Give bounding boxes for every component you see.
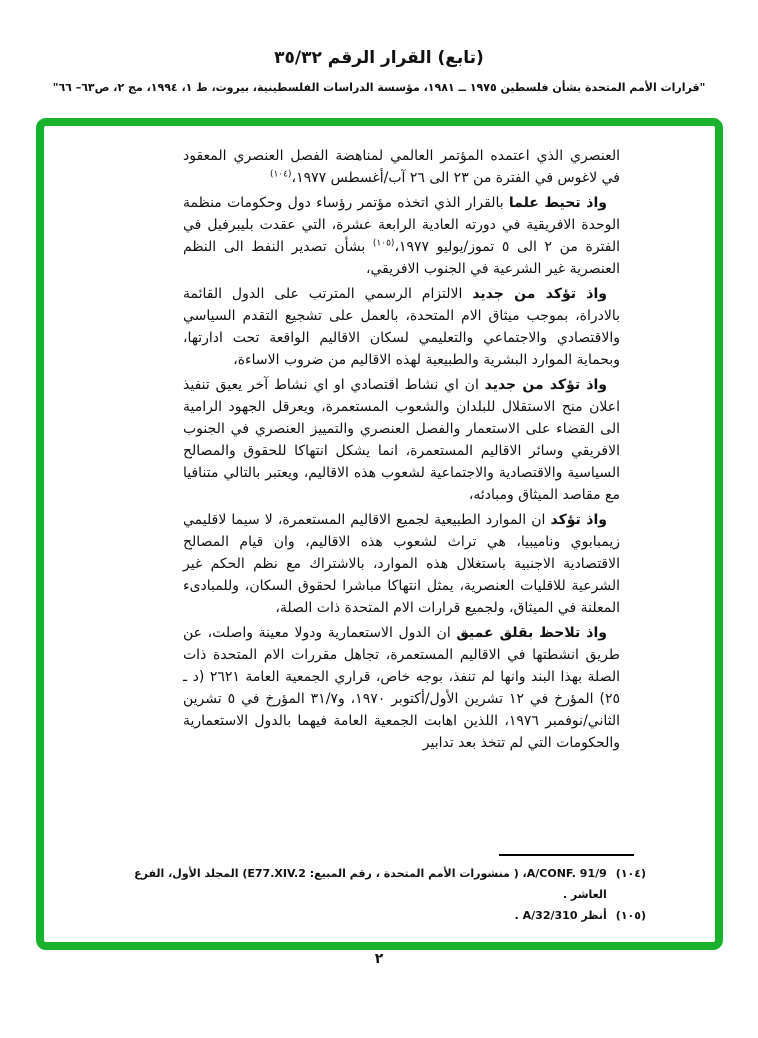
paragraph-text: الالتزام الرسمي المترتب على الدول القائمة بالادراة، بموجب ميثاق الام المتحدة، بالعمل على تشجيع التقدم السياسي والاقتصادي والاجتماعي والتعليمي لسكان الاقاليم الواقعة تحت ادارتها، وبحماية الموارد البشرية والطبيعية لهذه الاقاليم من ضروب الاساءة، bbox=[183, 286, 620, 368]
footnote-105 bbox=[104, 905, 646, 926]
paragraph-lead: واذ تؤكد من جديد bbox=[472, 286, 607, 302]
document-body bbox=[44, 126, 715, 757]
paragraph bbox=[183, 509, 620, 619]
green-border-frame bbox=[36, 118, 723, 950]
footnotes-section bbox=[44, 854, 715, 942]
footnote-text: A/CONF. 91/9، ( منشورات الأمم المتحدة ، رقم المبيع: E77.XIV.2) المجلد الأول، الفرع العاشر . bbox=[134, 867, 607, 901]
paragraph bbox=[183, 374, 620, 506]
paragraph-text: ان الموارد الطبيعية لجميع الاقاليم المستعمرة، لا سيما لاقليمي زيمبابوي وناميبيا، هي تراث لشعوب هذه الاقاليم، وان قيام المصالح الاقتصادية الاجنبية باستغلال هذه الموارد، بالاشتراك مع نظم الحكم غير الشرعية للاقليات العنصرية، يمثل انتهاكا مباشرا لحقوق السكان، وللمبادىء المعلنة في الميثاق، ولجميع قرارات الام المتحدة ذات الصلة، bbox=[183, 512, 620, 616]
paragraph bbox=[183, 283, 620, 371]
paragraph bbox=[183, 192, 620, 280]
paragraph-lead: واذ تحيط علما bbox=[508, 195, 607, 211]
footnote-ref-105: (١٠٥) bbox=[372, 238, 395, 249]
page-title: (تابع) القرار الرقم ٣٥/٣٢ bbox=[274, 48, 484, 68]
paragraph-lead: واذ تؤكد bbox=[550, 512, 607, 528]
page-number: ٢ bbox=[374, 951, 384, 967]
footnote-separator-line bbox=[499, 854, 634, 856]
paragraph-text: العنصري الذي اعتمده المؤتمر العالمي لمناهضة الفصل العنصري المعقود في لاغوس في الفترة من ٢٣ الى ٢٦ آب/أغسطس ١٩٧٧، bbox=[183, 148, 620, 186]
paragraph-text: بالقرار الذي اتخذه مؤتمر رؤساء دول وحكومات منظمة الوحدة الافريقية في دورته العادية الرابعة عشرة، التي عقدت بليبرفيل في الفترة من ٢ الى ٥ تموز/يوليو ١٩٧٧، bbox=[183, 195, 620, 255]
paragraph-text-tail: بشأن تصدير النفط الى النظم العنصرية غير الشرعية في الجنوب الافريقي، bbox=[183, 239, 620, 277]
footnote-104 bbox=[104, 863, 646, 905]
footnote-marker: (١٠٥) bbox=[615, 909, 646, 922]
paragraph-lead: واذ تؤكد من جديد bbox=[484, 377, 608, 393]
footnote-text: أنظر A/32/310 . bbox=[514, 909, 607, 922]
source-citation: "قرارات الأمم المتحدة بشأن فلسطين ١٩٧٥ ــ ١٩٨١، مؤسسة الدراسات الفلسطينية، بيروت، ط ١، ١٩٩٤، مج ٢، ص٦٣– ٦٦" bbox=[52, 81, 706, 94]
footnote-ref-104: (١٠٤) bbox=[270, 169, 292, 180]
paragraph-lead: واذ تلاحظ بقلق عميق bbox=[456, 625, 607, 641]
paragraph bbox=[183, 622, 620, 754]
footnote-marker: (١٠٤) bbox=[615, 867, 646, 880]
paragraph bbox=[183, 145, 620, 189]
paragraph-text: ان الدول الاستعمارية ودولا معينة واصلت، عن طريق انشطتها في الاقاليم المستعمرة، تجاهل مقررات الام المتحدة ذات الصلة بهذا البند وانها لم تنفذ، بوجه خاص، قراري الجمعية العامة ٢٦٢١ (د ـ ٢٥) المؤرخ في ١٢ تشرين الأول/أكتوبر ١٩٧٠، و٣١/٧ المؤرخ في ٥ تشرين الثاني/نوفمبر ١٩٧٦، اللذين اهابت الجمعية العامة فيهما بالدول الاستعمارية والحكومات التي لم تتخذ بعد تدابير bbox=[183, 625, 620, 751]
paragraph-text: ان اي نشاط اقتصادي او اي نشاط آخر يعيق تنفيذ اعلان منح الاستقلال للبلدان والشعوب المستعمرة، ويعرقل الجهود الرامية الى القضاء على الاستعمار والفصل العنصري والتمييز العنصري في الجنوب الافريقي وسائر الاقاليم المستعمرة، انما يشكل انتهاكا للحقوق والمصالح السياسية والاقتصادية والاجتماعية لشعوب هذه الاقاليم، ويعتبر بالتالي متنافيا مع مقاصد الميثاق ومبادئه، bbox=[183, 377, 620, 503]
document-header bbox=[0, 48, 758, 94]
